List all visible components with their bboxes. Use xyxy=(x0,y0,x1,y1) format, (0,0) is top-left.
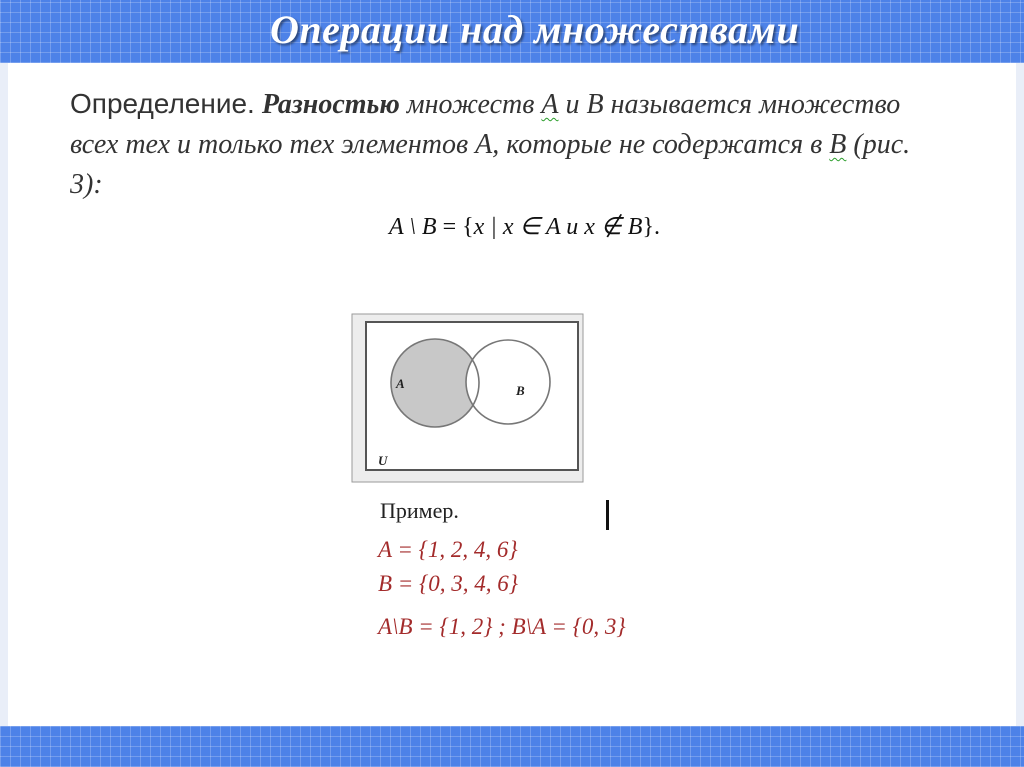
definition-set-a: А xyxy=(541,89,559,120)
example-line-3 xyxy=(378,614,626,640)
formula-end: . xyxy=(654,214,660,240)
text-cursor xyxy=(606,500,609,530)
definition-set-b: В xyxy=(829,129,847,160)
formula-open-brace: { xyxy=(462,214,474,240)
difference-formula xyxy=(389,212,660,241)
definition-text-3: (рис. 3): xyxy=(70,129,911,200)
formula-equals: = xyxy=(436,214,463,240)
formula-lhs: A \ B xyxy=(389,214,437,240)
definition-term: Разностью xyxy=(261,89,400,120)
formula-body: x | x ∈ A и x ∉ B xyxy=(473,214,643,240)
formula-close-brace: } xyxy=(642,214,654,240)
example-line-2 xyxy=(378,571,518,597)
slide-title: Операции над множествами xyxy=(270,7,800,52)
left-border xyxy=(0,63,8,726)
footer-bar xyxy=(0,726,1024,767)
example-label: Пример. xyxy=(380,498,459,523)
definition-text-2: и В называется множество всех тех и только тех элементов А, которые не содержатся xyxy=(70,89,901,160)
label-b: B xyxy=(516,383,525,398)
label-u: U xyxy=(378,453,388,468)
venn-diagram xyxy=(350,312,585,484)
definition-paragraph xyxy=(70,84,920,205)
example-differences: A\B = {1, 2} ; B\A = {0, 3} xyxy=(378,614,626,639)
label-a: A xyxy=(396,376,405,391)
right-border xyxy=(1016,63,1024,726)
example-set-a: A = {1, 2, 4, 6} xyxy=(378,537,518,562)
example-set-b: B = {0, 3, 4, 6} xyxy=(378,571,518,596)
definition-label: Определение. xyxy=(70,88,255,119)
definition-text-1: множеств xyxy=(399,89,542,120)
definition-word-v: в xyxy=(810,129,823,160)
example-line-1 xyxy=(378,537,518,563)
